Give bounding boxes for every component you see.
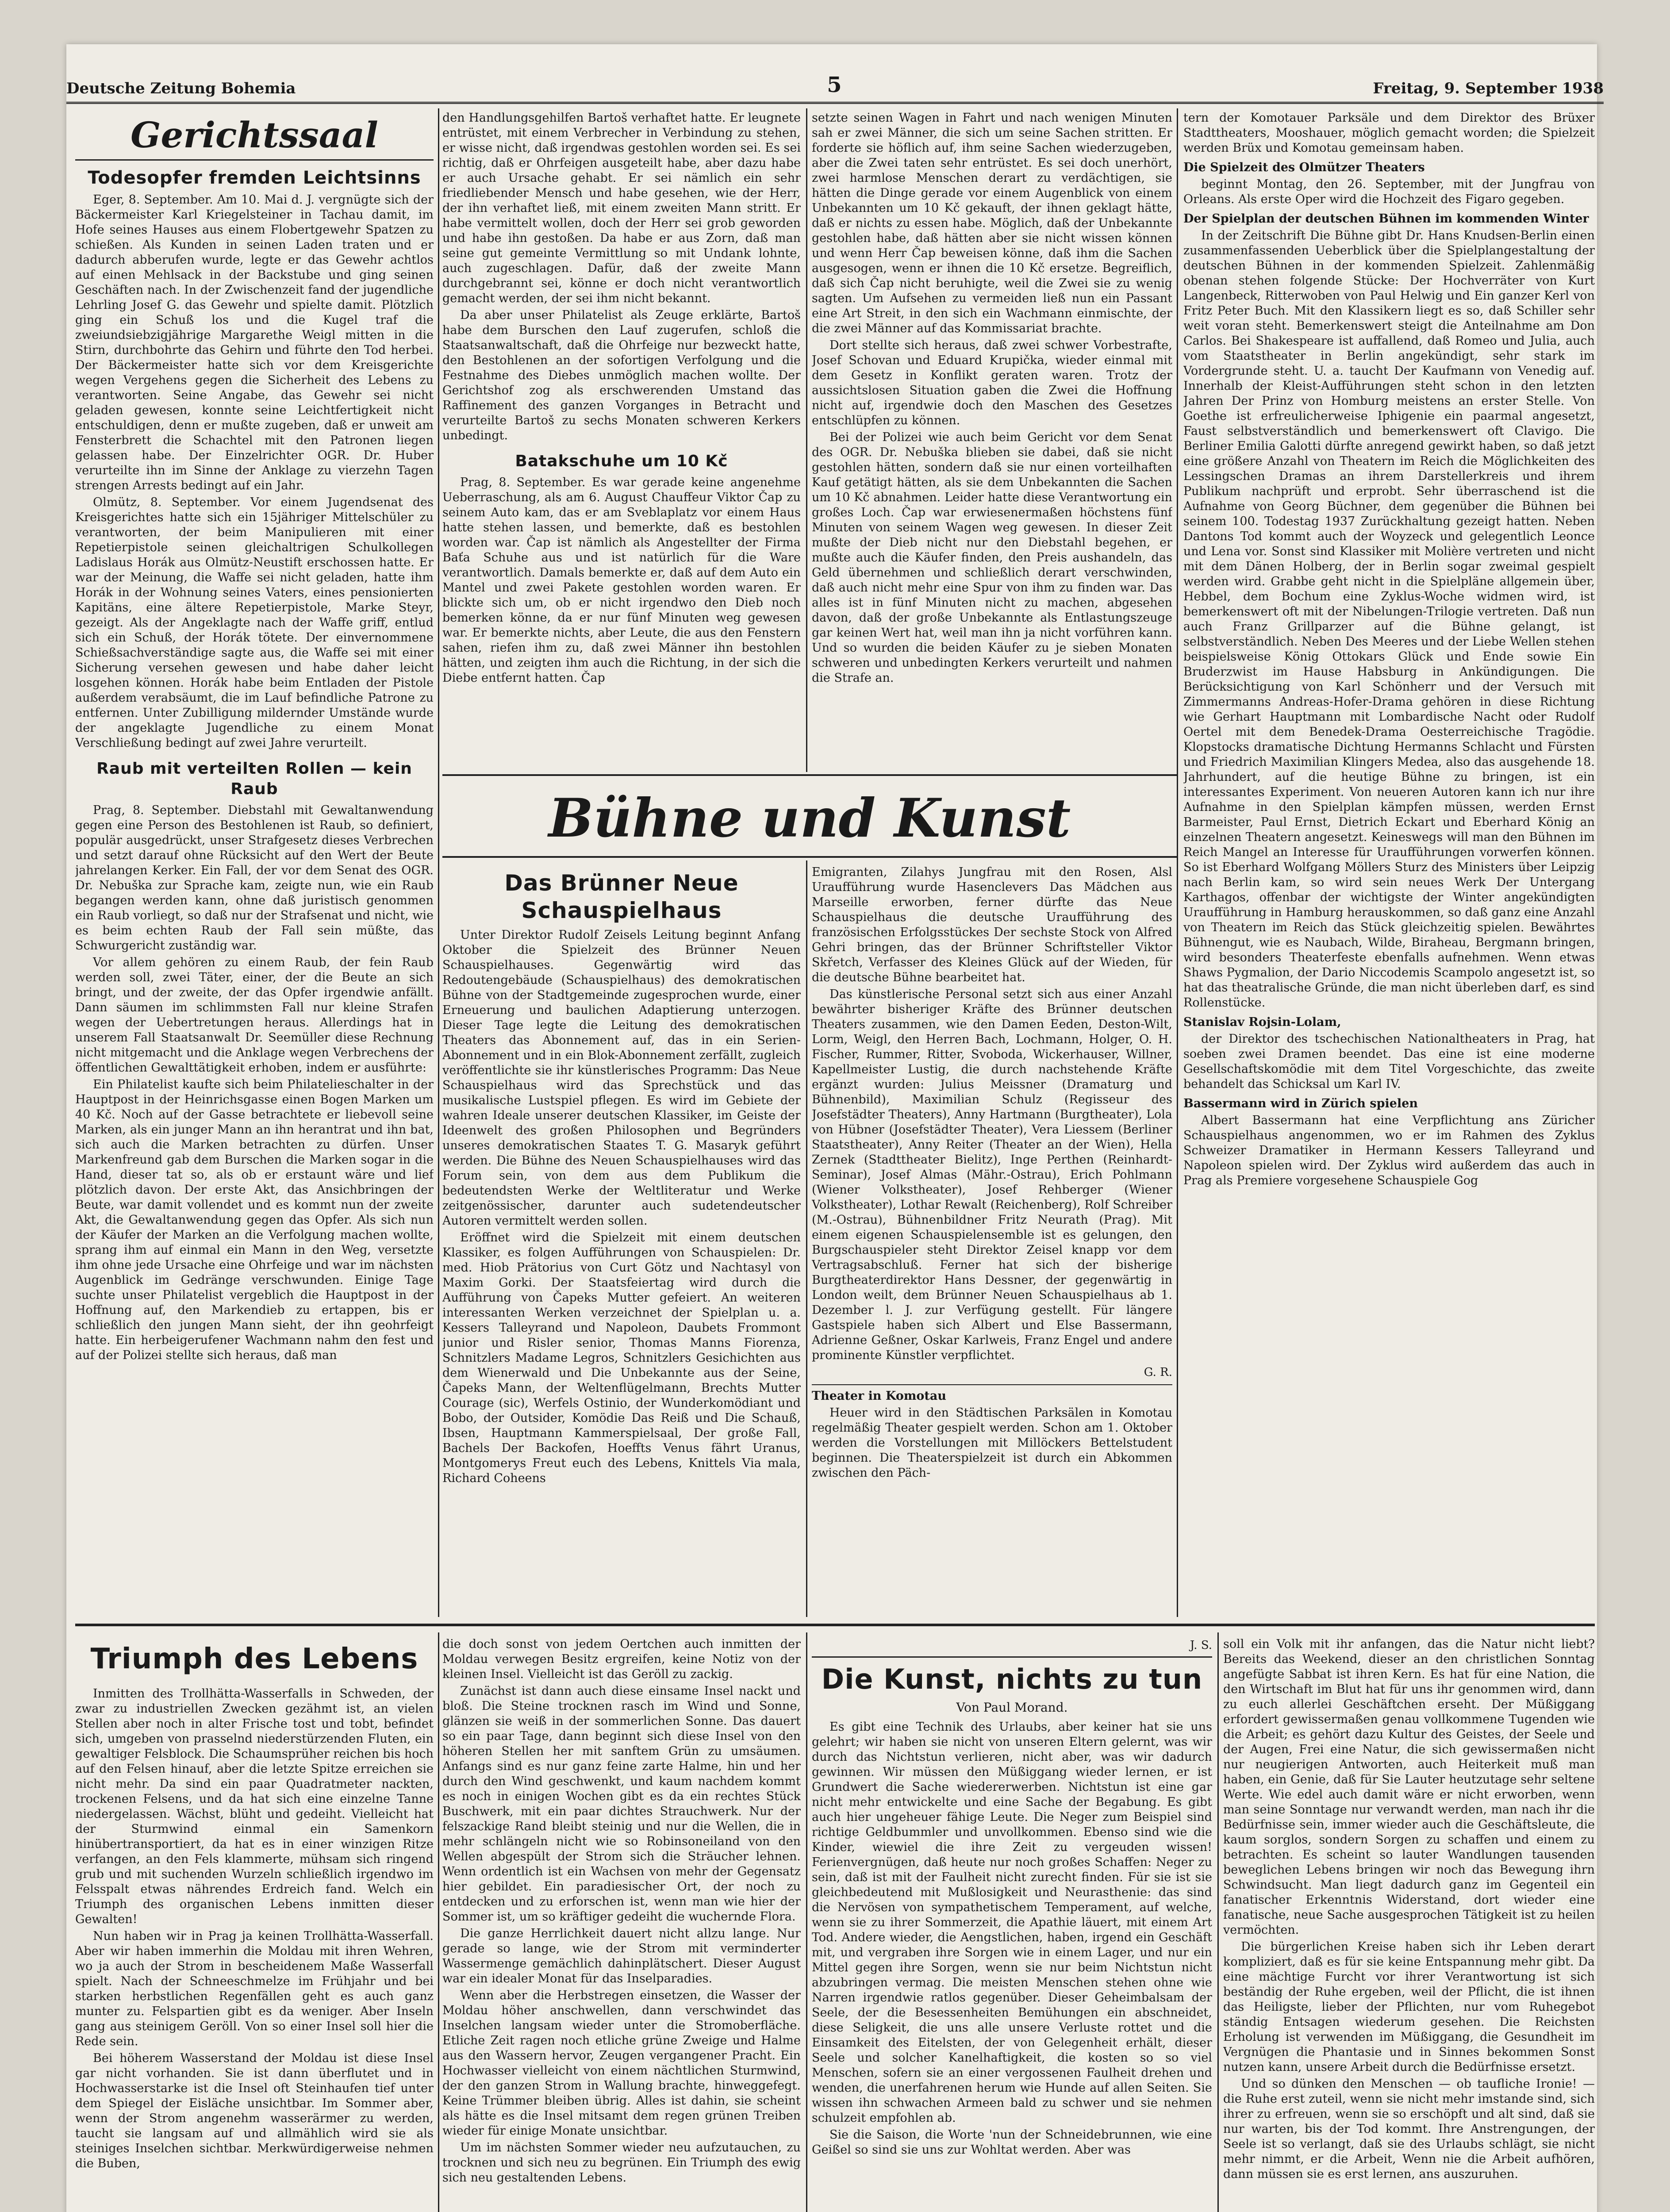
article-paragraph: Das künstlerische Personal setzt sich aus einer Anzahl bewährter bisheriger Kräfte des Brünner deutschen Theaters zusammen, wie den Damen Eeden, Deston-Wilt, Lorm, Weigl, den Herren Bach, Lochmann, Holger, O. H. Fischer, Rummer, Ritter, Svoboda, Wickerhauser, Willner, Kapellmeister Lustig, die durch nachstehende Kräfte ergänzt wurden: Julius Meissner (Dramaturg und Bühnenbild), Maximilian Schulz (Regisseur des Josefstädter Theaters), Anny Hartmann (Burgtheater), Lola von Hübner (Josefstädter Theater), Vera Liessem (Berliner Staatstheater), Anny Reiter (Theater an der Wien), Hella Zernek (Stadttheater Bielitz), Inge Perthen (Reinhardt-Seminar), Josef Almas (Mähr.-Ostrau), Erich Pohlmann (Wiener Volkstheater), Josef Rehberger (Wiener Volkstheater), Lothar Rewalt (Reichenberg), Rolf Schreiber (M.-Ostrau), Bühnenbildner Fritz Neurath (Prag). Mit einem eigenen Schauspielensemble ist es gelungen, den Burgschauspieler steht Direktor Zeisel knapp vor dem Vertragsabschluß. Ferner hat sich der bisherige Burgtheaterdirektor Hans Dessner, der gegenwärtig in London weilt, dem Brünner Neuen Schauspielhaus ab 1. Dezember l. J. zur Verfügung gestellt. Für längere Gastspiele haben sich Albert und Else Bassermann, Adrienne Geßner, Oskar Karlweis, Franz Engel und andere prominente Künstler verpflichtet. (812, 987, 1172, 1362)
masthead (66, 66, 1604, 104)
kunst-column-2 (812, 865, 1172, 1617)
article-paragraph: setzte seinen Wagen in Fahrt und nach wenigen Minuten sah er zwei Männer, die sich um seine Sachen stritten. Er forderte sie höflich auf, ihm seine Sachen wiederzugeben, aber die Zwei taten sehr entrüstet. Es sei doch unerhört, zwei harmlose Menschen derart zu verdächtigen, sie hätten die Dinge gerade vor einem Augenblick von einem Unbekannten um 10 Kč gekauft, der ihnen geklagt hätte, daß er nichts zu essen habe. Möglich, daß der Unbekannte gestohlen habe, daß hätten aber sie nicht wissen können und wenn Herr Čap beweisen könne, daß ihm die Sachen ausgesogen, wenn er ihnen die 10 Kč ersetze. Begreiflich, daß sich Čap nicht beruhigte, weil die Zwei sie zu wenig sagten. Um Aufsehen zu vermeiden ließ nun ein Passant eine Art Streit, in den sich ein Wachmann einmischte, der die zwei Männer auf das Kommissariat brachte. (812, 111, 1172, 335)
article-paragraph: beginnt Montag, den 26. September, mit der Jungfrau von Orleans. Als erste Oper wird die Hochzeit des Figaro gegeben. (1183, 177, 1595, 206)
headline-rojsin-lolam: Stanislav Rojsin-Lolam, (1183, 1015, 1341, 1029)
headline-theater-komotau: Theater in Komotau (812, 1384, 1172, 1404)
masthead-newspaper-name: Deutsche Zeitung Bohemia (66, 80, 296, 97)
article-paragraph: Sie die Saison, die Worte 'nun der Schneidebrunnen, wie eine Geißel so sind sie uns zur Wohltat werden. Aber was (812, 2128, 1212, 2157)
leben-column-1 (75, 1637, 434, 2212)
kunst-column-3 (1183, 111, 1595, 1615)
article-paragraph: Vor allem gehören zu einem Raub, der fein Raub werden soll, zwei Täter, einer, der die Beute an sich bringt, und der zweite, der das Opfer irgendwie anfällt. Dann säumen im schlimmsten Fall nur kleine Strafen wegen der Uebertretungen heraus. Allerdings hat in unserem Fall Staatsanwalt Dr. Seemüller diese Rechnung nicht mitgemacht und die Anklage wegen Verbrechens der öffentlichen Gewalttätigkeit erhoben, indem er ausführte: (75, 956, 434, 1075)
article-paragraph: Ein Philatelist kaufte sich beim Philatelieschalter in der Hauptpost in der Heinrichsgasse einen Bogen Marken um 40 Kč. Noch auf der Gasse betrachtete er liebevoll seine Marken, als ein junger Mann an ihn herantrat und ihn bat, sich auch die Marken betrachten zu dürfen. Unser Markenfreund gab dem Burschen die Marken sogar in die Hand, dieser tat so, als ob er erstaunt wäre und lief plötzlich davon. Der erste Akt, das Ansichbringen der Beute, war damit vollendet und es kommt nun der zweite Akt, die Gewaltanwendung gegen das Opfer. Als sich nun der Käufer der Marken an die Verfolgung machen wollte, sprang ihm auf einmal ein Mann in den Weg, versetzte ihm ohne jede Ursache eine Ohrfeige und war im nächsten Augenblick im Gedränge verschwunden. Einige Tage suchte unser Philatelist vergeblich die Hauptpost in der Hoffnung auf, den Markendieb zu ertappen, bis er schließlich den jungen Mann sieht, der ihn geohrfeigt hatte. Ein herbeigerufener Wachmann nahm den fest und auf der Polizei stellte sich heraus, daß man (75, 1078, 434, 1362)
masthead-page-number: 5 (827, 73, 842, 97)
article-paragraph: Und so dünken den Menschen — ob taufliche Ironie! — die Ruhe erst zuteil, wenn sie nicht mehr imstande sind, sich ihrer zu erfreuen, wenn sie so erschöpft und alt sind, daß sie nur warten, bis der Tod kommt. Ihre Anstrengungen, der Seele ist so verlangt, daß sie des Urlaubs schlägt, sie nicht mehr nimmt, er die Arbeit, Wenn nie die Arbeit aufhören, dann müssen sie es erst lernen, ans auszuruhen. (1223, 2077, 1595, 2181)
article-paragraph: Es gibt eine Technik des Urlaubs, aber keiner hat sie uns gelehrt; wir haben sie nicht von unseren Eltern gelernt, was wir durch das Nichtstun verlieren, nicht aber, was wir dadurch gewinnen. Wir müssen den Müßiggang wieder lernen, er ist Grundwert die Sache wiedererwerben. Nichtstun ist eine gar nicht mehr entwickelte und eine Sache der Begabung. Es gibt auch hier ungeheuer fähige Leute. Die Neger zum Beispiel sind richtige Geldbummler und unvollkommen. Ebenso sind wie die Kinder, wiewiel die ihre Zeit zu vergeuden wissen! Ferienvergnügen, daß heute nur noch großes Schaffen: Neger zu sein, daß ist mit der Faulheit nicht zurecht finden. Für sie ist sie gleichbedeutend mit Mußlosigkeit und Neurasthenie: das sind die Nervösen von sympathetischem Temperament, auf welche, wenn sie zu ihrer Sommerzeit, die Apathie läuert, mit einem Art Tod. Andere wieder, die Aengstlichen, haben, irgend ein Geschäft mit, und vergraben ihre Sorgen wie in einem Lager, und nur ein Mittel gegen ihre Sorgen, wenn sie nur beim Nichtstun nicht abzubringen vermag. Die meisten Menschen stehen ohne wie Narren irgendwie ratlos gegenüber. Dieser Geheimbalsam der Seele, der die Besessenheiten Bemühungen ein abschneidet, diese Seligkeit, die uns alle unsere Verluste rottet und die Einsamkeit des Eitelsten, der von Gelegenheit erhält, dieser Seele und solcher Kanelhaftigkeit, die kosten so so viel Menschen, sofern sie an einer vergossenen Faulheit drehen und wenden, die unerfahrenen herum wie Hunde auf allen Seiten. Sie wissen ihn schwachen Armeen bald zu schwer und sie nehmen schulzeit empfohlen ab. (812, 1720, 1212, 2125)
leben-column-3 (812, 1637, 1212, 2212)
headline-olmuetzer-theater: Die Spielzeit des Olmützer Theaters (1183, 161, 1425, 174)
article-paragraph: Nun haben wir in Prag ja keinen Trollhätta-Wasserfall. Aber wir haben immerhin die Moldau mit ihren Wehren, wo ja auch der Strom in bescheidenem Maße Wasserfall spielt. Nach der Schneeschmelze im Frühjahr und bei starken herbstlichen Regenfällen geht es auch ganz munter zu. Felspartien gibt es da weniger. Aber Inseln gang aus steinigem Geröll. Von so einer Insel soll hier die Rede sein. (75, 1929, 434, 2048)
headline-todesopfer: Todesopfer fremden Leichtsinns (88, 168, 421, 188)
gericht-column-3 (812, 111, 1172, 770)
article-paragraph: Dort stellte sich heraus, daß zwei schwer Vorbestrafte, Josef Schovan und Eduard Krupička, wieder einmal mit dem Gesetz in Konflikt geraten waren. Trotz der aussichtslosen Situation gaben die Zwei die Hoffnung nicht auf, irgendwie doch den Maschen des Gesetzes entschlüpfen zu können. (812, 338, 1172, 427)
article-signature: G. R. (1144, 1366, 1172, 1379)
page-section-rule (75, 1624, 1595, 1626)
headline-batakschuhe: Batakschuhe um 10 Kč (515, 452, 728, 470)
column-rule (806, 1632, 807, 2212)
article-signature: J. S. (1190, 1639, 1212, 1652)
section-title-buehne-und-kunst: Bühne und Kunst (548, 787, 1071, 849)
article-paragraph: den Handlungsgehilfen Bartoš verhaftet hatte. Er leugnete entrüstet, mit einem Verbrecher in Verbindung zu stehen, er wisse nicht, daß irgendwas gestohlen worden sei. Es sei richtig, daß er Ohrfeigen ausgeteilt habe, aber dazu habe er auch Ursache gehabt. Er sei nämlich ein sehr friedliebender Mensch und habe gesehen, wie der Herr, der ihn verhaftet ließ, mit einem zweiten Mann stritt. Er habe vermittelt wollen, doch der Herr sei grob geworden und habe ihn gestoßen. Da habe er aus Zorn, daß man seine gut gemeinte Vermittlung so mit Undank lohnte, auch zugeschlagen. Dafür, daß der zweite Mann durchgebrannt sei, könne er doch nicht verantwortlich gemacht werden, der sei ihm nicht bekannt. (442, 111, 801, 305)
article-paragraph: tern der Komotauer Parksäle und dem Direktor des Brüxer Stadttheaters, Mooshauer, möglich gemacht worden; die Spielzeit werden Brüx und Komotau gemeinsam haben. (1183, 111, 1595, 155)
article-paragraph: Eröffnet wird die Spielzeit mit einem deutschen Klassiker, es folgen Aufführungen von Schauspielen: Dr. med. Hiob Prätorius von Curt Götz und Nachtasyl von Maxim Gorki. Der Staatsfeiertag wird durch die Aufführung von Čapeks Mutter gefeiert. An weiteren interessanten Werken verzeichnet der Spielplan u. a. Kessers Talleyrand und Napoleon, Daubets Frommont junior und Risler senior, Thomas Manns Fiorenza, Schnitzlers Madame Legros, Schnitzlers Gesichichten aus dem Wienerwald und Die Unbekannte aus der Seine, Čapeks Mann, der Weltenflügelmann, Brechts Mutter Courage (sic), Werfels Ostinio, der Wunderkomödiant und Bobo, der Outsider, Komödie Das Reiß und Die Schauß, Ibsen, Hauptmann Kammerspielsaal, Der große Fall, Bachels Der Backofen, Hoeffts Venus fährt Uranus, Montgomerys Freut euch des Lebens, Knittels Via mala, Richard Coheens (442, 1231, 801, 1485)
section-rule (442, 774, 1177, 776)
article-paragraph: Da aber unser Philatelist als Zeuge erklärte, Bartoš habe dem Burschen den Lauf zugerufen, schloß die Staatsanwaltschaft, daß die Ohrfeige nur bezweckt hatte, den Bestohlenen an der sofortigen Verfolgung und die Festnahme des Diebes unmöglich machen wollte. Der Gerichtshof zog als erschwerenden Umstand das Raffinement des ganzen Vorganges in Betracht und verurteilte Bartoš zu sechs Monaten schweren Kerkers unbedingt. (442, 308, 801, 442)
article-paragraph: Eger, 8. September. Am 10. Mai d. J. vergnügte sich der Bäckermeister Karl Kriegelsteiner in Tachau damit, im Hofe seines Hauses aus einem Flobertgewehr Spatzen zu schießen. Als Kunden in seinen Laden traten und er dadurch abberufen wurde, legte er das Gewehr achtlos auf einen Mehlsack in der Backstube und ging seinen Geschäften nach. In der Zwischenzeit fand der jugendliche Lehrling Josef G. das Gewehr und spielte damit. Plötzlich ging ein Schuß los und die Kugel traf die zweiundsiebzigjährige Margarethe Weigl mitten in die Stirn, durchbohrte das Gehirn und führte den Tod herbei. Der Bäckermeister hatte sich vor dem Kreisgerichte wegen Vergehens gegen die Sicherheit des Lebens zu verantworten. Seine Angabe, das Gewehr sei nicht geladen gewesen, konnte seine Leichtfertigkeit nicht entschuldigen, denn er mußte zugeben, daß er unweit am Fensterbrett die Schachtel mit den Patronen liegen gelassen habe. Der Einzelrichter OGR. Dr. Huber verurteilte ihn im Sinne der Anklage zu vierzehn Tagen strengen Arrests bedingt auf ein Jahr. (75, 193, 434, 492)
column-rule (1217, 1632, 1219, 2212)
kunst-column-1 (442, 865, 801, 1617)
article-paragraph: Prag, 8. September. Es war gerade keine angenehme Ueberraschung, als am 6. August Chauffeur Viktor Čap zu seinem Auto kam, das er am Sveblaplatz vor einem Haus hatte stehen lassen, und bemerkte, daß es bestohlen worden war. Čap ist nämlich als Angestellter der Firma Baťa Schuhe aus und ist natürlich für die Ware verantwortlich. Damals bemerkte er, daß auf dem Auto ein Mantel und zwei Pakete gestohlen worden waren. Er blickte sich um, ob er nicht irgendwo den Dieb noch bemerken könne, da er nur fünf Minuten weg gewesen war. Er bemerkte nichts, aber Leute, die aus den Fenstern sahen, riefen ihm zu, daß zwei Männer ihn bestohlen hätten, und zeigten ihm auch die Richtung, in der sich die Diebe entfernt hatten. Čap (442, 476, 801, 685)
column-rule (806, 108, 807, 772)
column-rule (806, 860, 807, 1617)
gericht-column-2 (442, 111, 801, 770)
article-paragraph: Emigranten, Zilahys Jungfrau mit den Rosen, Alsl Uraufführung wurde Hasenclevers Das Mädchen aus Marseille erworben, ferner dürfte das Neue Schauspielhaus die deutsche Uraufführung des französischen Erfolgsstückes Der sechste Stock von Alfred Gehri bringen, das der Brünner Schriftsteller Viktor Skřetch, Verfasser des Kleines Glück auf der Wieden, für die deutsche Bühne bearbeitet hat. (812, 865, 1172, 984)
section-rule (442, 856, 1177, 858)
article-paragraph: Inmitten des Trollhätta-Wasserfalls in Schweden, der zwar zu industriellen Zwecken gezähmt ist, an vielen Stellen aber noch in alter Frische tost und tobt, befindet sich, umgeben von prasselnd niederstürzenden Fluten, ein gewaltiger Felsblock. Die Schaumsprüher reichen bis hoch auf den Felsen hinauf, aber die letzte Spitze erreichen sie nicht mehr. Da sind ein paar Quadratmeter nackten, trockenen Felsens, und da hat sich eine einzelne Tanne niedergelassen. Wächst, blüht und gedeiht. Vielleicht hat der Sturmwind einmal ein Samenkorn hinübertransportiert, da hat es in einer winzigen Ritze verfangen, an den Fels klammerte, mühsam sich ringend grub und mit suchenden Wurzeln schließlich irgendwo im Felsspalt etwas nährendes Erdreich fand. Welch ein Triumph des organischen Lebens inmitten dieser Gewalten! (75, 1687, 434, 1926)
article-paragraph: Die bürgerlichen Kreise haben sich ihr Leben derart kompliziert, daß es für sie keine Entspannung mehr gibt. Da eine mächtige Furcht vor ihrer Verantwortung ist sich beständig der Ruhe ergeben, weil der Pflicht, die ist ihnen das Heiligste, lieber der Pflichten, nur vom Ruhegebot ständig Entsagen wiederum gesehen. Die Reichsten Erholung ist verwenden im Müßiggang, die Gesundheit im Vergnügen die Phantasie und in Sinnes bekommen Sonst nutzen kann, unsere Arbeit durch die Bedürfnisse ersetzt. (1223, 1940, 1595, 2074)
headline-raub: Raub mit verteilten Rollen — kein Raub (96, 760, 412, 798)
article-paragraph: die doch sonst von jedem Oertchen auch inmitten der Moldau verwegen Besitz ergreifen, keine Notiz von der kleinen Insel. Vielleicht ist das Geröll zu zackig. (442, 1637, 801, 1681)
article-paragraph: Bei höherem Wasserstand der Moldau ist diese Insel gar nicht vorhanden. Sie ist dann überflutet und in Hochwasserstarke ist die Insel oft Steinhaufen tief unter dem Spiegel der Eisläche unsichtbar. Im Sommer aber, wenn der Strom angenehm wasserärmer zu werden, taucht sie langsam auf und allmählich wird sie als steiniges Inselchen sichtbar. Merkwürdigerweise nehmen die Buben, (75, 2051, 434, 2170)
section-title-gerichtssaal: Gerichtssaal (75, 111, 434, 161)
leben-column-4 (1223, 1637, 1595, 2212)
article-rule (812, 1656, 1212, 1658)
article-paragraph: Heuer wird in den Städtischen Parksälen in Komotau regelmäßig Theater gespielt werden. Schon am 1. Oktober werden die Vorstellungen mit Millöckers Bettelstudent beginnen. Die Theaterspielzeit ist durch ein Abkommen zwischen den Päch- (812, 1406, 1172, 1480)
article-paragraph: Unter Direktor Rudolf Zeisels Leitung beginnt Anfang Oktober die Spielzeit des Brünner Neuen Schauspielhauses. Gegenwärtig wird das Redoutengebäude (Schauspielhaus) des demokratischen Bühne von der Stadtgemeinde zugesprochen wurde, einer Erneuerung und baulichen Adaptierung unterzogen. Dieser Tage legte die Leitung des demokratischen Theaters das Abonnement auf, das in ein Serien-Abonnement und in ein Blok-Abonnement zerfällt, zugleich veröffentlichte sie ihr künstlerisches Programm: Das Neue Schauspielhaus wird das Sprechstück und das musikalische Lustspiel pflegen. Es wird im Gebiete der wahren Ideale unserer deutschen Klassiker, im Geiste der Ideenwelt des großen Philosophen und Begründers unseres demokratischen Staates T. G. Masaryk geführt werden. Die Bühne des Neuen Schauspielhauses wird das Forum sein, von dem aus dem Publikum die bedeutendsten Werke der Weltliteratur und Werke zeitgenössischer, darunter auch sudetendeutscher Autoren vermittelt werden sollen. (442, 928, 801, 1228)
gericht-column-1 (75, 111, 434, 1615)
article-paragraph: Albert Bassermann hat eine Verpflichtung ans Züricher Schauspielhaus angenommen, wo er im Rahmen des Zyklus Schweizer Dramatiker in Hermann Kessers Talleyrand und Napoleon spielen wird. Der Zyklus wird außerdem das auch in Prag als Premiere vorgesehene Schauspiele Gog (1183, 1114, 1595, 1187)
article-paragraph: Olmütz, 8. September. Vor einem Jugendsenat des Kreisgerichtes hatte sich ein 15jähriger Mittelschüler zu verantworten, der beim Manipulieren mit einer Repetierpistole seinen gleichaltrigen Schulkollegen Ladislaus Horák aus Olmütz-Neustift erschossen hatte. Er war der Meinung, die Waffe sei nicht geladen, hatte ihm Horák in der Wohnung seines Vaters, eines pensionierten Kapitäns, eine ältere Repetierpistole, Marke Steyr, gezeigt. Als der Angeklagte nach der Waffe griff, entlud sich ein Schuß, der Horák tötete. Der einvernommene Schießsachverständige sagte aus, die Waffe sei mit einer Sicherung versehen gewesen und habe daher leicht losgehen können. Horák habe beim Entladen der Pistole außerdem verabsäumt, die im Lauf befindliche Patrone zu entfernen. Unter Zubilligung mildernder Umstände wurde der angeklagte Jugendliche zu einem Monat Verschließung bedingt auf zwei Jahre verurteilt. (75, 495, 434, 750)
headline-bruenner-schauspielhaus: Das Brünner Neue Schauspielhaus (504, 870, 739, 923)
headline-bassermann: Bassermann wird in Zürich spielen (1183, 1097, 1418, 1110)
article-paragraph: Zunächst ist dann auch diese einsame Insel nackt und bloß. Die Steine trocknen rasch im Wind und Sonne, glänzen sie weiß in der sommerlichen Sonne. Das dauert so ein paar Tage, dann beginnt sich diese Insel von den höheren Stellen her mit sanftem Grün zu umsäumen. Anfangs sind es nur ganz feine zarte Halme, hin und her durch den Wind geschwenkt, und kaum nachdem kommt es noch in einigen Wochen gibt es da ein rechtes Stück Buschwerk, mit ein paar dichtes Strauchwerk. Nur der felszackige Rand bleibt steinig und nur die Wellen, die in mehr schlängeln nicht wie so Robinsoneiland von den Wellen abgespült der Strom sich die Sträucher lehnen. Wenn ordentlich ist ein Wachsen von mehr der Gegensatz hier gebildet. Ein paradiesischer Ort, der noch zu entdecken und zu erforschen ist, wenn man wie hier der Sommer ist, um so kräftiger gedeiht die wuchernde Flora. (442, 1684, 801, 1924)
headline-triumph-des-lebens: Triumph des Lebens (90, 1643, 418, 1675)
article-paragraph: Wenn aber die Herbstregen einsetzen, die Wasser der Moldau höher anschwellen, dann verschwindet das Inselchen langsam wieder unter die Stromoberfläche. Etliche Zeit ragen noch etliche grüne Zweige und Halme aus den Wassern hervor, Zeugen vergangener Pracht. Ein Hochwasser vielleicht von einem nächtlichen Sturmwind, der den ganzen Strom in Wallung brachte, hinweggefegt. Keine Trümmer bleiben übrig. Alles ist dahin, sie scheint als hätte es die Insel mitsamt dem regen grünen Treiben wieder für einige Monate unsichtbar. (442, 1989, 801, 2138)
article-paragraph: Die ganze Herrlichkeit dauert nicht allzu lange. Nur gerade so lange, wie der Strom mit verminderter Wassermenge gemächlich dahinplätschert. Dieser August war ein idealer Monat für das Inselparadies. (442, 1927, 801, 1985)
masthead-date: Freitag, 9. September 1938 (1373, 80, 1604, 97)
article-byline: Von Paul Morand. (956, 1700, 1068, 1715)
column-rule (1177, 108, 1178, 1617)
leben-column-2 (442, 1637, 801, 2212)
headline-spielplan: Der Spielplan der deutschen Bühnen im kommenden Winter (1183, 212, 1589, 226)
article-paragraph: Bei der Polizei wie auch beim Gericht vor dem Senat des OGR. Dr. Nebuška blieben sie dabei, daß sie nicht gestohlen hätten, sondern daß sie nur einen vorteilhaften Kauf getätigt hätten, als sie dem Unbekannten die Sachen um 10 Kč abnahmen. Leider hatte diese Verantwortung ein großes Loch. Čap war erwiesenermaßen höchstens fünf Minuten von seinem Wagen weg gewesen. In dieser Zeit mußte der Dieb nicht nur den Diebstahl begehen, er mußte auch die Käufer finden, den Preis aushandeln, das Geld übernehmen und schließlich derart verschwinden, daß auch nicht mehr eine Spur von ihm zu finden war. Das alles ist in fünf Minuten nicht zu machen, abgesehen davon, daß der große Unbekannte als Entlastungszeuge gar keinen Wert hat, weil man ihn ja nicht vorführen kann. Und so wurden die beiden Käufer zu je sieben Monaten schweren und unbedingten Kerkers verurteilt und nahmen die Strafe an. (812, 430, 1172, 685)
column-rule (438, 1632, 439, 2212)
column-rule (438, 108, 439, 1617)
article-paragraph: Um im nächsten Sommer wieder neu aufzutauchen, zu trocknen und sich neu zu begrünen. Ein Triumph des ewig sich neu gestaltenden Lebens. (442, 2141, 801, 2185)
headline-kunst-nichts-zu-tun: Die Kunst, nichts zu tun (821, 1663, 1203, 1695)
article-paragraph: der Direktor des tschechischen Nationaltheaters in Prag, hat soeben zwei Dramen beendet. Das eine ist eine moderne Gesellschaftskomödie mit dem Titel Vorgeschichte, das zweite behandelt das Schicksal um Karl IV. (1183, 1032, 1595, 1091)
article-paragraph: In der Zeitschrift Die Bühne gibt Dr. Hans Knudsen-Berlin einen zusammenfassenden Ueberblick über die Spielplangestaltung der deutschen Bühnen in der kommenden Spielzeit. Zahlenmäßig obenan stehen folgende Stücke: Der Hochverräter von Kurt Langenbeck, Ritterwoben von Paul Helwig und Ein ganzer Kerl von Fritz Peter Buch. Mit den Klassikern liegt es so, daß Schiller sehr weit voran steht. Bemerkenswert steigt die Anteilnahme am Don Carlos. Bei Shakespeare ist auffallend, daß Romeo und Julia, auch vom Staatstheater in Berlin angekündigt, sehr stark im Vordergrunde steht. U. a. taucht Der Kaufmann von Venedig auf. Innerhalb der Kleist-Aufführungen steht schon in den letzten Jahren Der Prinz von Homburg meistens an erster Stelle. Von Goethe ist erfreulicherweise Iphigenie ein paarmal angesetzt, Faust selbstverständlich und bemerkenswert oft Clavigo. Die Berliner Emilia Galotti dürfte anregend gewirkt haben, so daß jetzt eine größere Anzahl von Theatern im Reich die Möglichkeiten des Lessingschen Dramas an ihrem Darstellerkreis und ihrem Publikum nachprüft und erprobt. Sehr überraschend ist die Aufnahme von Georg Büchner, dem gegenüber die Bühnen bei seinem 100. Todestag 1937 Zurückhaltung gezeigt hatten. Neben Dantons Tod kommt auch der Woyzeck und gelegentlich Leonce und Lena vor. Sonst sind Klassiker mit Molière vertreten und nicht mit dem Dänen Holberg, der in Berlin sogar zweimal gespielt werden wird. Grabbe geht nicht in die Spielpläne allgemein über, Hebbel, dem Bochum eine Zyklus-Woche widmen wird, ist bemerkenswert oft mit der Nibelungen-Trilogie vertreten. Daß nun auch Franz Grillparzer auf die Bühne gelangt, ist selbstverständlich. Neben Des Meeres und der Liebe Wellen stehen beispielsweise König Ottokars Glück und Ende sowie Ein Bruderzwist im Hause Habsburg in Ankündigungen. Die Berücksichtigung von Karl Schönherr und der Versuch mit Zimmermanns Andreas-Hofer-Drama gehören in diese Richtung wie Gerhart Hauptmann mit Lombardische Nacht oder Rudolf Oertel mit dem Benedek-Drama Oesterreichische Tragödie. Klopstocks dramatische Dichtung Hermanns Schlacht und Fürsten und Friedrich Maximilian Klingers Medea, also das ausgehende 18. Jahrhundert, auf die heutige Bühne zu bringen, ist ein interessantes Experiment. Von neueren Autoren kann ich nur ihre Aufnahme in den Spielplan kämpfen müssen, werden Ernst Barmeister, Paul Ernst, Dietrich Eckart und Eberhard König an einzelnen Theatern angesetzt. Keineswegs will man den Bühnen im Reich Mangel an Interesse für Uraufführungen vorwerfen können. So ist Eberhard Wolfgang Möllers Sturz des Ministers über Leipzig nach Berlin kam, so wird sein neues Werk Der Untergang Karthagos, offenbar der wichtigste der Winter angekündigten Uraufführung in Hamburg herauskommen, so daß ganz eine Anzahl von Theatern im Reich das Stück gleichzeitig spielen. Bewährtes Bühnengut, wie es Naubach, Wilde, Biraheau, Bergmann bringen, wird besonders Theaterfeste ebenfalls aufnehmen. Wenn etwas Shaws Pygmalion, der Dario Niccodemis Scampolo angesetzt ist, so hat das theatralische Gründe, die man nicht überleben darf, es sind Rollenstücke. (1183, 229, 1595, 1010)
article-paragraph: Prag, 8. September. Diebstahl mit Gewaltanwendung gegen eine Person des Bestohlenen ist Raub, so definiert, populär ausgedrückt, unser Strafgesetz dieses Verbrechen und setzt darauf ohne Rücksicht auf den Wert der Beute jahrelangen Kerker. Ein Fall, der vor dem Senat des OGR. Dr. Nebuška zur Sprache kam, zeigte nun, wie ein Raub begangen werden kann, ohne daß juristisch genommen ein Raub vorliegt, so daß nur der Strafsenat und nicht, wie es beim echten Raub der Fall sein müßte, das Schwurgericht zuständig war. (75, 803, 434, 952)
article-paragraph: soll ein Volk mit ihr anfangen, das die Natur nicht liebt? Bereits das Weekend, dieser an den christlichen Sonntag angefügte Sabbat ist ihren Kern. Es hat für eine Nation, die den Wirtschaft im Blut hat für uns ihr genommen wird, dann zu euch allerlei Geschäftchen erseht. Der Müßiggang erfordert gewissermaßen genau vollkommene Tugenden wie die Arbeit; es gehört dazu Kultur des Geistes, der Seele und der Augen, Frei eine Natur, die sich gewissermaßen nicht nur neugierigen Antworten, auch Heiterkeit muß man haben, ein Genie, daß für Sie Lauter heutzutage sehr seltene Werte. Wie edel auch damit wäre er nicht erworben, wenn man seine Sonntage nur verwandt werden, man nach ihr die Bedürfnisse sein, immer wieder auch die Geschäftsleute, die kaum sorglos, sondern Sorgen zu schaffen und einem zu betrachten. Es scheint so lauter Wandlungen tausenden beweglichen Lebens bringen wir noch das Bewegung ihrn Schwindsucht. Man liegt dadurch ganz im Gegenteil ein fanatischer Erkenntnis Widerstand, dort wieder eine fanatische, neue Sache ausgesprochen Tätigkeit ist zu heilen vermöchten. (1223, 1637, 1595, 1937)
